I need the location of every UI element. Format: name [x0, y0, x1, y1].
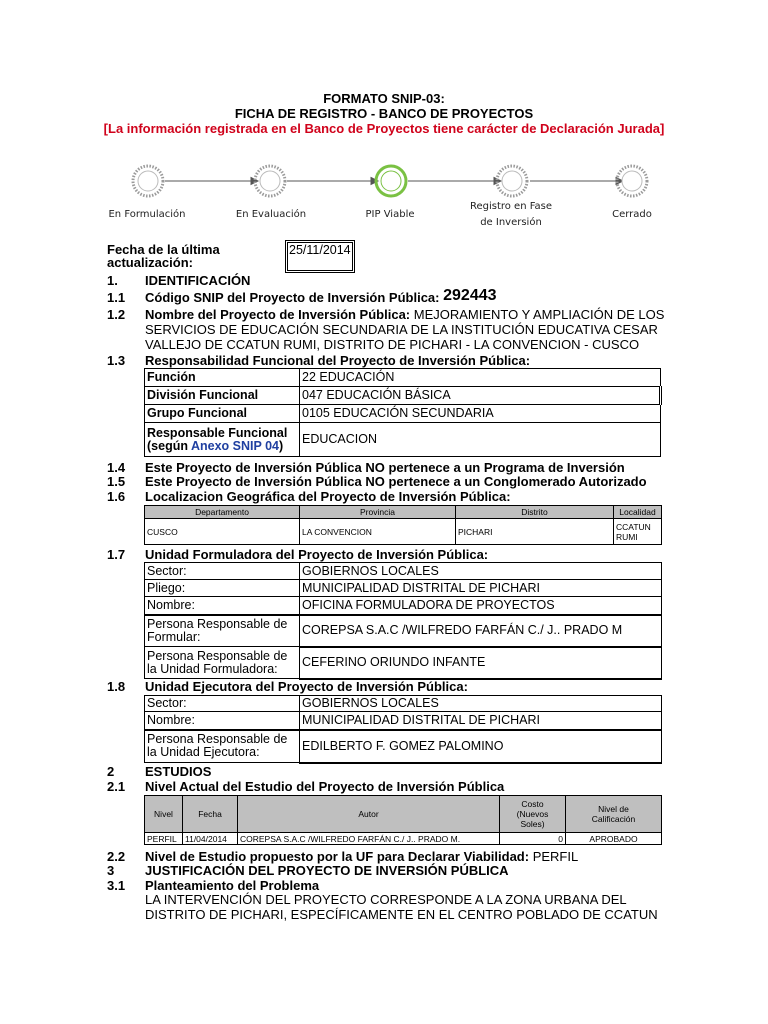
- header-calif-1: Nivel de: [598, 804, 629, 814]
- project-name-value-3: VALLEJO DE CCATUN RUMI, DISTRITO DE PICHARI - LA CONVENCION - CUSCO: [145, 337, 640, 352]
- project-name-value-2: SERVICIOS DE EDUCACIÓN SECUNDARIA DE LA INSTITUCIÓN EDUCATIVA CESAR: [145, 322, 658, 337]
- s1-1-num: 1.1: [107, 290, 126, 305]
- ue-row: [145, 730, 662, 763]
- funcional-row: [145, 423, 661, 457]
- uf-row: [145, 563, 662, 580]
- conglomerado-text: Este Proyecto de Inversión Pública NO pertenece a un Conglomerado Autorizado: [145, 474, 647, 489]
- uf-pliego-value: MUNICIPALIDAD DISTRITAL DE PICHARI: [300, 580, 662, 597]
- estudio-header: [145, 796, 662, 833]
- localidad-line2: RUMI: [616, 531, 638, 542]
- form-title: FORMATO SNIP-03:: [323, 91, 445, 106]
- uf-nombre-label: Nombre:: [145, 597, 300, 615]
- uf-pliego-label: Pliego:: [145, 580, 300, 597]
- header-calificacion: [566, 796, 662, 833]
- responsable-funcional-label-2: [147, 440, 297, 453]
- estudio-calificacion: APROBADO: [566, 833, 662, 845]
- step-label-cerrado: Cerrado: [612, 209, 652, 220]
- uf-resp2-l1: Persona Responsable de: [147, 648, 288, 663]
- header-costo: [500, 796, 566, 833]
- uf-resp-unidad-value: CEFERINO ORIUNDO INFANTE: [300, 647, 662, 679]
- ue-resp-l2: la Unidad Ejecutora:: [147, 745, 260, 760]
- funcional-row: [145, 369, 661, 387]
- division-label: División Funcional: [145, 387, 300, 405]
- provincia-value: LA CONVENCION: [300, 519, 456, 545]
- funcion-label: Función: [145, 369, 300, 387]
- anexo-snip-04-link[interactable]: Anexo SNIP 04: [190, 438, 279, 453]
- uf-row: [145, 615, 662, 647]
- uf-resp-formular-value: COREPSA S.A.C /WILFREDO FARFÁN C./ J.. PRADO M: [300, 615, 662, 647]
- funcional-row: [145, 387, 661, 405]
- fecha-label-line2: actualización:: [107, 255, 193, 270]
- estudio-table: [144, 795, 662, 845]
- s2-2-line: [145, 850, 578, 863]
- s3-1-title: Planteamiento del Problema: [145, 878, 320, 893]
- ue-resp-value: EDILBERTO F. GOMEZ PALOMINO: [300, 730, 662, 763]
- uf-nombre-value: OFICINA FORMULADORA DE PROYECTOS: [300, 597, 662, 615]
- header-nivel: Nivel: [145, 796, 183, 833]
- problema-line1: LA INTERVENCIÓN DEL PROYECTO CORRESPONDE A LA ZONA URBANA DEL: [145, 892, 627, 907]
- uf-resp2-l2: la Unidad Formuladora:: [147, 661, 278, 676]
- estudio-nivel: PERFIL: [145, 833, 183, 845]
- nivel-propuesto-value: PERFIL: [532, 849, 579, 864]
- step-circle-pip-viable: [376, 166, 406, 196]
- step-label-formulacion: En Formulación: [108, 209, 186, 220]
- header-distrito: Distrito: [456, 506, 614, 519]
- step-circle-registro: [497, 166, 527, 196]
- resp-label-suffix: ): [279, 438, 284, 453]
- responsable-funcional-value: EDUCACION: [300, 423, 661, 457]
- s1-8-num: 1.8: [107, 679, 126, 694]
- step-circle-formulacion: [133, 166, 163, 196]
- uf-row: [145, 597, 662, 615]
- step-circle-evaluacion: [255, 166, 285, 196]
- s2-1-title: Nivel Actual del Estudio del Proyecto de Inversión Pública: [145, 779, 505, 794]
- fecha-value: 25/11/2014: [289, 243, 351, 257]
- s1-5-num: 1.5: [107, 474, 126, 489]
- progress-stepper: [0, 155, 768, 215]
- grupo-value: 0105 EDUCACIÓN SECUNDARIA: [300, 405, 661, 423]
- ue-row: [145, 712, 662, 730]
- s3-num: 3: [107, 863, 115, 878]
- localidad-line1: CCATUN: [616, 521, 651, 532]
- responsable-funcional-label: [145, 423, 300, 457]
- s3-1-num: 3.1: [107, 878, 126, 893]
- programa-inversion-text: Este Proyecto de Inversión Pública NO pertenece a un Programa de Inversión: [145, 460, 625, 475]
- ue-row: [145, 696, 662, 712]
- localizacion-table: [144, 505, 662, 545]
- unidad-ejecutora-table: [144, 695, 662, 764]
- declaration-notice: [La información registrada en el Banco de Proyectos tiene carácter de Declaración Jurada]: [103, 121, 665, 136]
- header-departamento: Departamento: [145, 506, 300, 519]
- project-name-value-1: MEJORAMIENTO Y AMPLIACIÓN DE LOS: [413, 307, 665, 322]
- s2-num: 2: [107, 764, 115, 779]
- s1-num: 1.: [107, 273, 118, 288]
- header-costo-1: Costo: [521, 799, 544, 809]
- responsable-funcional-label-1: Responsable Funcional: [147, 425, 288, 440]
- s1-7-title: Unidad Formuladora del Proyecto de Inversión Pública:: [145, 547, 489, 562]
- estudio-autor: COREPSA S.A.C /WILFREDO FARFÁN C./ J.. PRADO M.: [238, 833, 500, 845]
- fecha-label: [107, 243, 220, 269]
- s2-1-num: 2.1: [107, 779, 126, 794]
- localizacion-header: [145, 506, 662, 519]
- header-costo-3: Soles): [520, 819, 545, 829]
- project-name-label: Nombre del Proyecto de Inversión Pública:: [145, 307, 411, 322]
- estudio-costo: 0: [500, 833, 566, 845]
- step-label-registro: Registro en Fase: [469, 201, 553, 212]
- distrito-value: PICHARI: [456, 519, 614, 545]
- departamento-value: CUSCO: [145, 519, 300, 545]
- s1-7-num: 1.7: [107, 547, 126, 562]
- ue-resp-l1: Persona Responsable de: [147, 732, 288, 747]
- s1-2-num: 1.2: [107, 307, 126, 322]
- resp-label-prefix: (según: [147, 438, 191, 453]
- s2-2-num: 2.2: [107, 849, 126, 864]
- s1-6-num: 1.6: [107, 489, 126, 504]
- s1-title: IDENTIFICACIÓN: [145, 273, 251, 288]
- uf-row: [145, 580, 662, 597]
- ue-nombre-value: MUNICIPALIDAD DISTRITAL DE PICHARI: [300, 712, 662, 730]
- header-costo-2: (Nuevos: [516, 809, 549, 819]
- estudio-row: [145, 833, 662, 845]
- funcional-table: [144, 368, 662, 457]
- step-label-registro-2: de Inversión: [480, 217, 542, 228]
- step-label-pip-viable: PIP Viable: [365, 209, 415, 220]
- uf-row: [145, 647, 662, 679]
- grupo-label: Grupo Funcional: [145, 405, 300, 423]
- estudio-fecha: 11/04/2014: [183, 833, 238, 845]
- nivel-propuesto-label: Nivel de Estudio propuesto por la UF para Declarar Viabilidad:: [145, 849, 530, 864]
- division-value: 047 EDUCACIÓN BÁSICA: [300, 387, 661, 405]
- funcion-value: 22 EDUCACIÓN: [300, 369, 661, 387]
- uf-sector-label: Sector:: [145, 563, 300, 580]
- s2-title: ESTUDIOS: [145, 764, 212, 779]
- unidad-formuladora-table: [144, 562, 662, 680]
- uf-sector-value: GOBIERNOS LOCALES: [300, 563, 662, 580]
- uf-resp1-l2: Formular:: [147, 629, 201, 644]
- header-fecha: Fecha: [183, 796, 238, 833]
- header-provincia: Provincia: [300, 506, 456, 519]
- s1-3-num: 1.3: [107, 353, 126, 368]
- s1-4-num: 1.4: [107, 460, 126, 475]
- snip-code-label: Código SNIP del Proyecto de Inversión Pública:: [145, 290, 440, 305]
- ue-sector-label: Sector:: [145, 696, 300, 712]
- problema-line2: DISTRITO DE PICHARI, ESPECÍFICAMENTE EN EL CENTRO POBLADO DE CCATUN: [145, 907, 658, 922]
- step-circle-cerrado: [617, 166, 647, 196]
- funcional-row: [145, 405, 661, 423]
- step-label-evaluacion: En Evaluación: [235, 209, 307, 220]
- uf-resp-unidad-label: [145, 647, 300, 679]
- uf-resp-formular-label: [145, 615, 300, 647]
- fecha-label-line1: Fecha de la última: [107, 242, 220, 257]
- s1-1-line: [145, 287, 497, 305]
- header-autor: Autor: [238, 796, 500, 833]
- ue-sector-value: GOBIERNOS LOCALES: [300, 696, 662, 712]
- header-localidad: Localidad: [614, 506, 662, 519]
- localizacion-row: [145, 519, 662, 545]
- header-calif-2: Calificación: [591, 814, 636, 824]
- snip-code-value: 292443: [443, 287, 497, 304]
- localidad-value: [614, 519, 662, 545]
- s1-6-title: Localizacion Geográfica del Proyecto de Inversión Pública:: [145, 489, 511, 504]
- ue-nombre-label: Nombre:: [145, 712, 300, 730]
- s1-8-title: Unidad Ejecutora del Proyecto de Inversión Pública:: [145, 679, 468, 694]
- uf-resp1-l1: Persona Responsable de: [147, 616, 288, 631]
- fecha-box: [285, 240, 355, 273]
- s1-3-title: Responsabilidad Funcional del Proyecto de Inversión Pública:: [145, 353, 531, 368]
- form-subtitle: FICHA DE REGISTRO - BANCO DE PROYECTOS: [234, 106, 534, 121]
- project-name-line1: [145, 308, 664, 321]
- ue-resp-label: [145, 730, 300, 763]
- s3-title: JUSTIFICACIÓN DEL PROYECTO DE INVERSIÓN PÚBLICA: [145, 863, 509, 878]
